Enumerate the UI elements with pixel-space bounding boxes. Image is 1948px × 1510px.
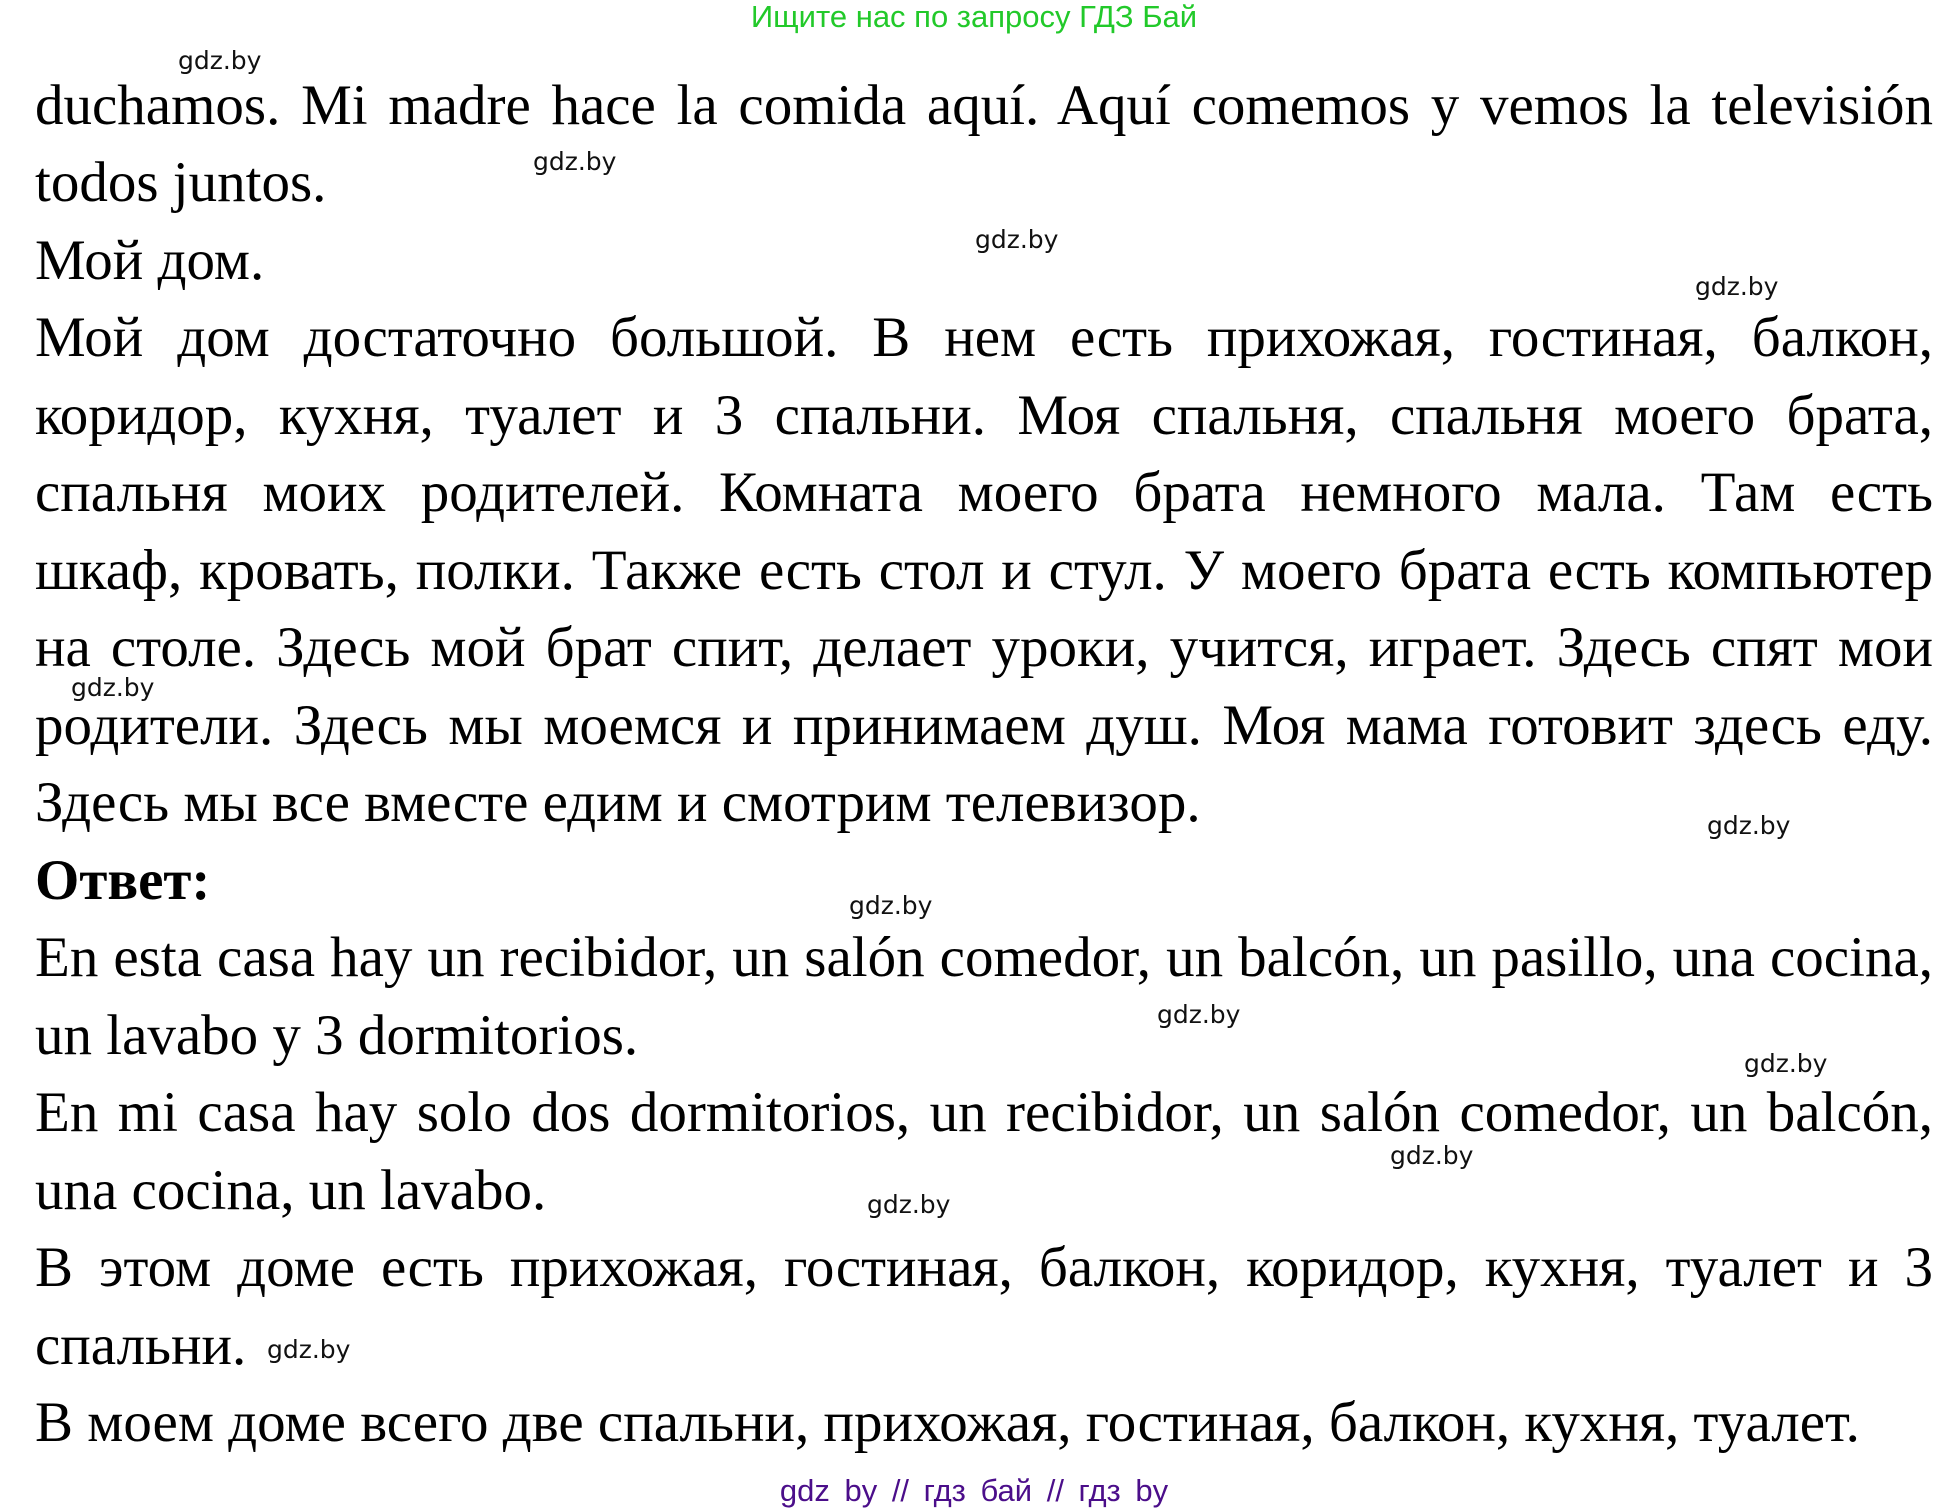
text-line-6: спальня моих родителей. Комната моего брата немного мала. Там есть [35, 461, 1933, 524]
text-line-8: на столе. Здесь мой брат спит, делает уроки, учится, играет. Здесь спят мои [35, 616, 1933, 679]
watermark: gdz.by [1744, 1049, 1828, 1078]
text-line-7: шкаф, кровать, полки. Также есть стол и стул. У моего брата есть компьютер [35, 539, 1933, 602]
answer-line-3: En mi casa hay solo dos dormitorios, un recibidor, un salón comedor, un balcón, [35, 1081, 1933, 1144]
watermark: gdz.by [867, 1190, 951, 1219]
watermark: gdz.by [267, 1335, 351, 1364]
search-hint-banner: Ищите нас по запросу ГДЗ Бай [750, 0, 1198, 34]
watermark: gdz.by [178, 46, 262, 75]
answer-heading: Ответ: [35, 849, 211, 912]
text-line-2: todos juntos. [35, 151, 327, 214]
text-line-1: duchamos. Mi madre hace la comida aquí. Aquí comemos y vemos la televisión [35, 74, 1933, 137]
watermark: gdz.by [1390, 1141, 1474, 1170]
answer-line-6: спальни. [35, 1314, 247, 1377]
text-line-5: коридор, кухня, туалет и 3 спальни. Моя спальня, спальня моего брата, [35, 384, 1933, 447]
section-title-my-house: Мой дом. [35, 229, 265, 292]
answer-line-1: En esta casa hay un recibidor, un salón comedor, un balcón, un pasillo, una cocina, [35, 926, 1933, 989]
footer-site-links: gdz by // гдз бай // гдз by [779, 1473, 1169, 1508]
watermark: gdz.by [975, 225, 1059, 254]
answer-line-4: una cocina, un lavabo. [35, 1159, 547, 1222]
watermark: gdz.by [1157, 1000, 1241, 1029]
text-line-9: родители. Здесь мы моемся и принимаем душ. Моя мама готовит здесь еду. [35, 694, 1933, 757]
watermark: gdz.by [71, 673, 155, 702]
watermark: gdz.by [849, 891, 933, 920]
answer-line-7: В моем доме всего две спальни, прихожая, гостиная, балкон, кухня, туалет. [35, 1391, 1860, 1454]
watermark: gdz.by [1695, 272, 1779, 301]
watermark: gdz.by [533, 147, 617, 176]
watermark: gdz.by [1707, 811, 1791, 840]
text-line-10: Здесь мы все вместе едим и смотрим телевизор. [35, 771, 1201, 834]
answer-line-5: В этом доме есть прихожая, гостиная, балкон, коридор, кухня, туалет и 3 [35, 1236, 1933, 1299]
text-line-4: Мой дом достаточно большой. В нем есть прихожая, гостиная, балкон, [35, 306, 1933, 369]
answer-line-2: un lavabo y 3 dormitorios. [35, 1004, 639, 1067]
